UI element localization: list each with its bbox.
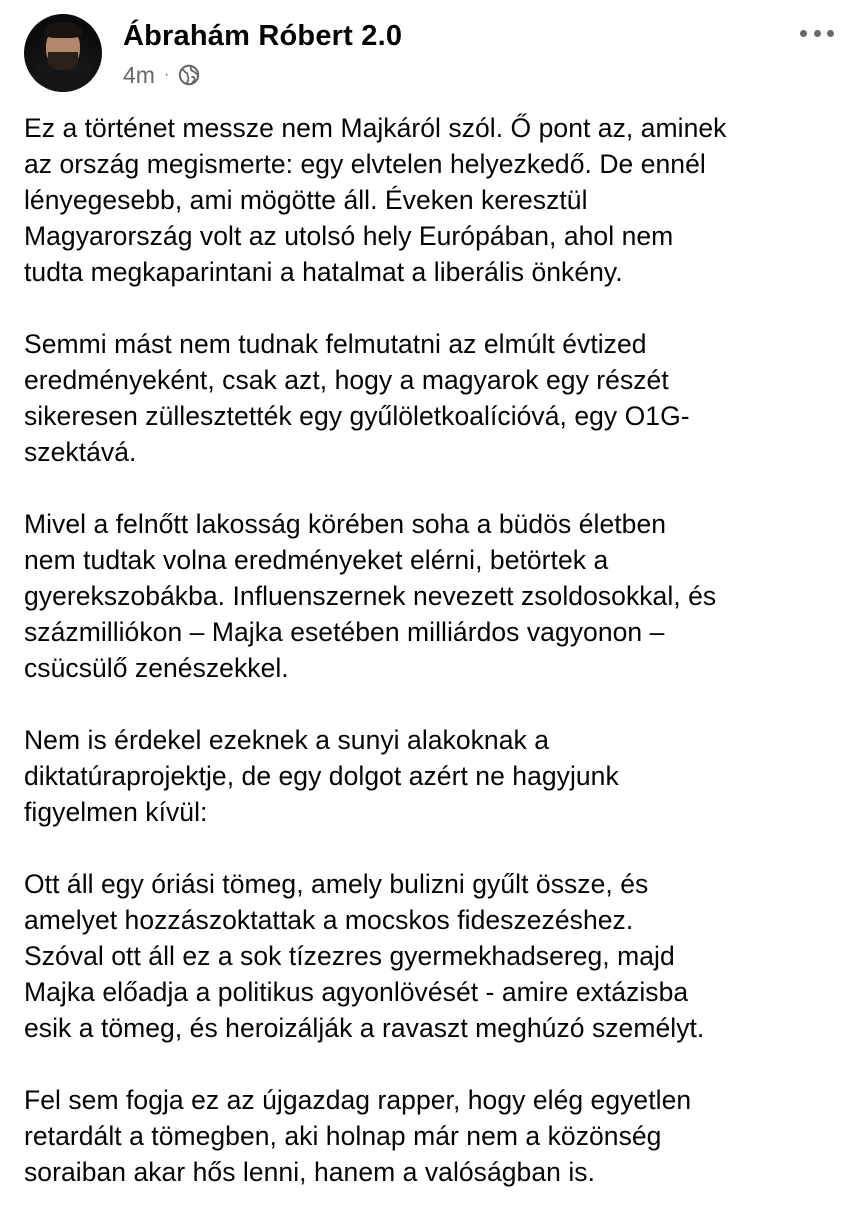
post-text-line: diktatúraprojektje, de egy dolgot azért ne hagyjunk — [24, 761, 619, 791]
post-text-line: Semmi mást nem tudnak felmutatni az elmúlt évtized — [24, 329, 647, 359]
post-text-line: soraiban akar hős lenni, hanem a valóságban is. — [24, 1157, 595, 1187]
post-text-line: retardált a tömegben, aki holnap már nem a közönség — [24, 1121, 662, 1151]
post-paragraph — [24, 326, 844, 470]
post-paragraph — [24, 722, 844, 830]
post-text-line: szektává. — [24, 437, 137, 467]
post-text-line: csücsülő zenészekkel. — [24, 653, 289, 683]
author-name[interactable]: Ábrahám Róbert 2.0 — [123, 20, 403, 52]
post-text-line: Mivel a felnőtt lakosság körében soha a büdös életben — [24, 509, 667, 539]
post-timestamp[interactable]: 4m — [123, 61, 155, 88]
post-body — [24, 110, 844, 1226]
post-text-line: Fel sem fogja ez az újgazdag rapper, hogy elég egyetlen — [24, 1085, 692, 1115]
post-text-line: Ez a történet messze nem Majkáról szól. Ő pont az, aminek — [24, 113, 727, 143]
post-paragraph — [24, 110, 844, 290]
post-text-line: eredményeként, csak azt, hogy a magyarok egy részét — [24, 365, 669, 395]
post-text-line: figyelmen kívül: — [24, 797, 208, 827]
meta-separator: · — [163, 66, 170, 83]
post-header — [24, 14, 838, 100]
post-text-line: az ország megismerte: egy elvtelen helyezkedő. De ennél — [24, 149, 706, 179]
post-text-line: Szóval ott áll ez a sok tízezres gyermekhadsereg, majd — [24, 941, 675, 971]
post-text-line: Majka előadja a politikus agyonlövését - amire extázisba — [24, 977, 689, 1007]
post-text-line: százmilliókon – Majka esetében milliárdos vagyonon – — [24, 617, 665, 647]
post-text-line: Nem is érdekel ezeknek a sunyi alakoknak a — [24, 725, 550, 755]
author-avatar[interactable] — [24, 14, 102, 92]
globe-icon[interactable] — [178, 64, 200, 86]
post-text-line: nem tudtak volna eredményeket elérni, betörtek a — [24, 545, 609, 575]
post-meta — [123, 62, 200, 88]
post-text-line: tudta megkaparintani a hatalmat a liberális önkény. — [24, 257, 623, 287]
post-text-line: sikeresen züllesztették egy gyűlöletkoalícióvá, egy O1G- — [24, 401, 690, 431]
post-paragraph — [24, 506, 844, 686]
post-text-line: esik a tömeg, és heroizálják a ravaszt meghúzó személyt. — [24, 1013, 705, 1043]
more-options-icon[interactable] — [800, 24, 834, 42]
post-text-line: gyerekszobákba. Influenszernek nevezett zsoldosokkal, és — [24, 581, 717, 611]
post-text-line: Magyarország volt az utolsó hely Európában, ahol nem — [24, 221, 674, 251]
post-text-line: amelyet hozzászoktattak a mocskos fideszezéshez. — [24, 905, 634, 935]
post-paragraph — [24, 1082, 844, 1190]
post-text-line: Ott áll egy óriási tömeg, amely bulizni gyűlt össze, és — [24, 869, 649, 899]
post-text-line: lényegesebb, ami mögötte áll. Éveken keresztül — [24, 185, 588, 215]
post-paragraph — [24, 866, 844, 1046]
